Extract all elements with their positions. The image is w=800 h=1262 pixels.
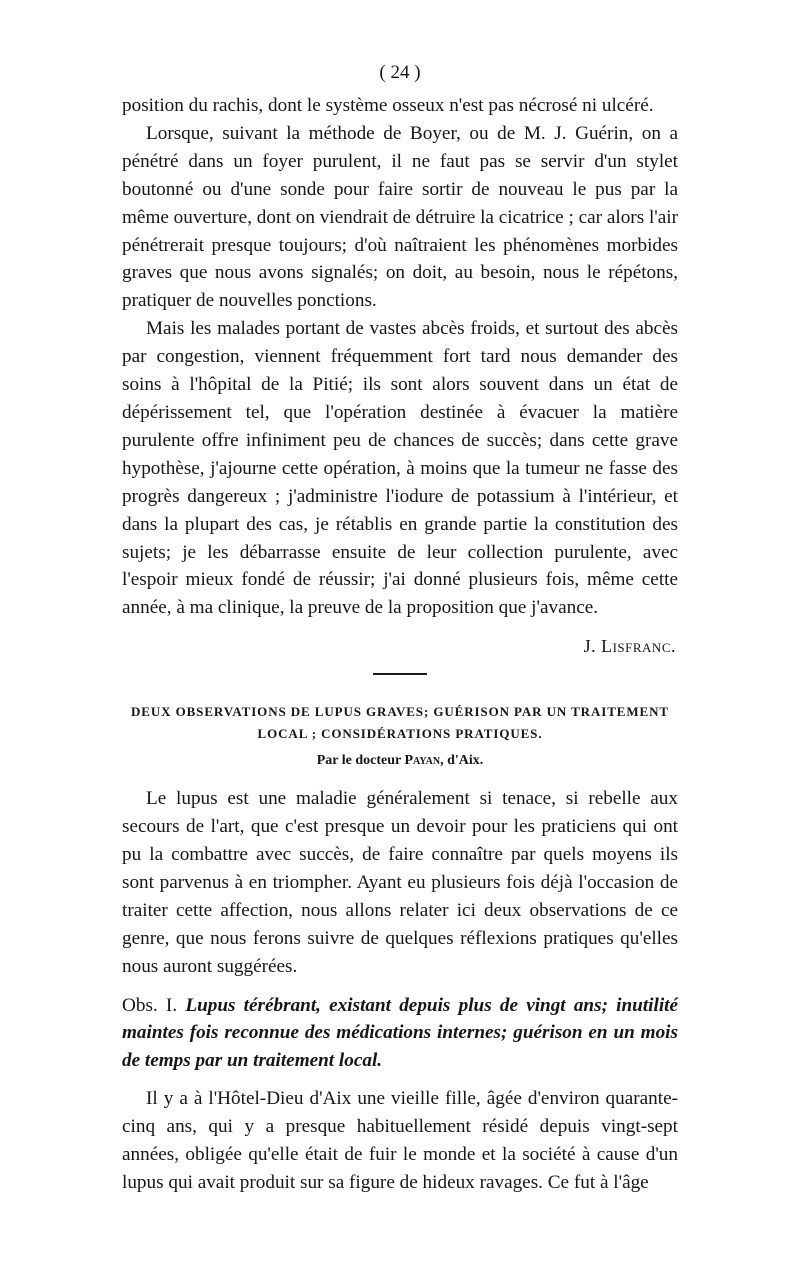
author-prefix: Par le docteur [316,753,401,769]
continuation-paragraph-2: Lorsque, suivant la méthode de Boyer, ou de M. J. Guérin, on a pénétré dans un foyer purulent, il ne faut pas se servir d'un stylet boutonné ou d'une sonde pour faire sortir de nouveau le pus par la même ouverture, dont on viendrait de détruire la cicatrice ; car alors l'air pénétrerait presque toujours; d'où naîtraient les phénomènes morbides graves que nous avons signalés; on doit, au besoin, nous le répétons, pratiquer de nouvelles ponctions. [122,122,678,312]
author-signature [122,636,678,657]
article-title: DEUX OBSERVATIONS DE LUPUS GRAVES; GUÉRISON PAR UN TRAITEMENT LOCAL ; CONSIDÉRATIONS PRATIQUES. [131,704,669,742]
document-page [122,58,678,1197]
article-author [122,753,678,769]
article-intro-paragraph: Le lupus est une maladie généralement si tenace, si rebelle aux secours de l'art, que c'est presque un devoir pour les praticiens qui ont pu la combattre avec succès, de faire connaître par quels moyens ils sont parvenus à en triompher. Ayant eu plusieurs fois déjà l'occasion de traiter cette affection, nous allons relater ici deux observations de ce genre, que nous ferons suivre de quelques réflexions pratiques qu'elles nous auront suggérées. [122,788,678,977]
section-divider [373,673,427,675]
observation-paragraph: Il y a à l'Hôtel-Dieu d'Aix une vieille fille, âgée d'environ quarante-cinq ans, qui y a presque habituellement résidé depuis vingt-sept années, obligée qu'elle était de fuir le monde et la société à cause d'un lupus qui avait produit sur sa figure de hideux ravages. Ce fut à l'âge [122,1088,678,1193]
observation-title: Lupus térébrant, existant depuis plus de vingt ans; inutilité maintes fois reconnue des médications internes; guérison en un mois de temps par un traitement local. [122,994,679,1072]
observation-heading [122,992,678,1076]
author-suffix: , d'Aix. [440,753,484,769]
continuation-paragraph-1: position du rachis, dont le système osseux n'est pas nécrosé ni ulcéré. [122,95,654,116]
page-number: ( 24 ) [379,62,421,83]
signature-initial: J. [583,636,597,657]
author-name: Payan [404,753,441,769]
continuation-paragraph-3: Mais les malades portant de vastes abcès froids, et surtout des abcès par congestion, viennent fréquemment fort tard nous demander des soins à l'hôpital de la Pitié; ils sont alors souvent dans un état de dépérissement tel, que l'opération destinée à évacuer la matière purulente offre infiniment peu de chances de succès; dans cette grave hypothèse, j'ajourne cette opération, à moins que la tumeur ne fasse des progrès dangereux ; j'administre l'iodure de potassium à l'intérieur, et dans la plupart des cas, je rétablis en grande partie la constitution des sujets; je les débarrasse ensuite de leur collection purulente, avec l'espoir mieux fondé de réussir; j'ai donné plusieurs fois, même cette année, à ma clinique, la preuve de la proposition que j'avance. [122,318,678,619]
signature-name: Lisfranc. [601,636,676,657]
observation-label: Obs. I. [122,994,178,1016]
